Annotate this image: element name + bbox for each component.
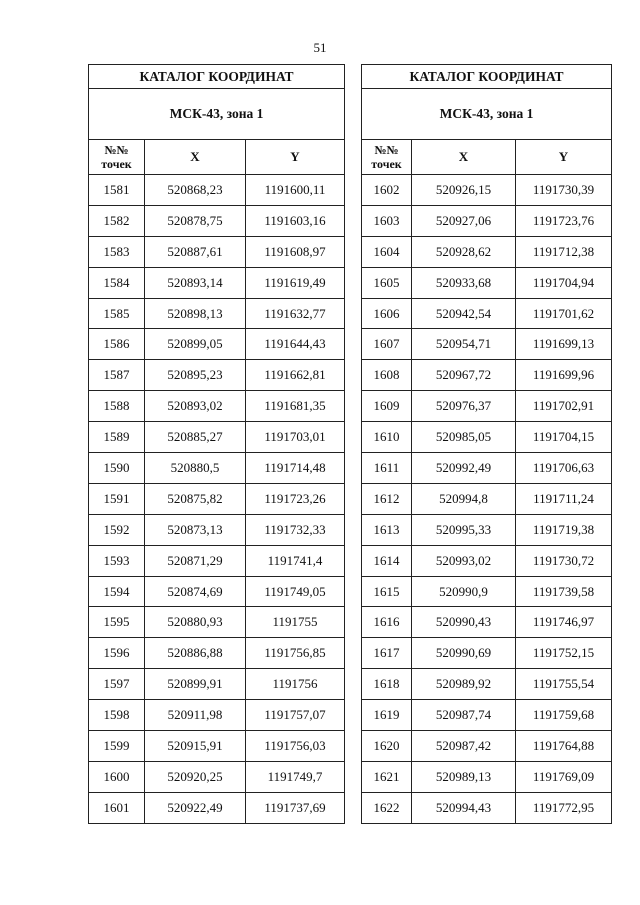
x-column-header: X bbox=[145, 140, 246, 175]
y-coordinate-cell: 1191757,07 bbox=[246, 700, 345, 731]
y-coordinate-cell: 1191730,39 bbox=[516, 175, 612, 206]
y-coordinate-cell: 1191755,54 bbox=[516, 669, 612, 700]
x-coordinate-cell: 520893,02 bbox=[145, 391, 246, 422]
point-number-cell: 1615 bbox=[362, 576, 412, 607]
x-coordinate-cell: 520899,05 bbox=[145, 329, 246, 360]
point-number-cell: 1586 bbox=[89, 329, 145, 360]
table-row bbox=[362, 792, 612, 823]
x-coordinate-cell: 520895,23 bbox=[145, 360, 246, 391]
table-row bbox=[362, 329, 612, 360]
point-number-cell: 1614 bbox=[362, 545, 412, 576]
table-row bbox=[362, 267, 612, 298]
x-coordinate-cell: 520985,05 bbox=[412, 422, 516, 453]
x-coordinate-cell: 520976,37 bbox=[412, 391, 516, 422]
y-coordinate-cell: 1191644,43 bbox=[246, 329, 345, 360]
y-coordinate-cell: 1191756 bbox=[246, 669, 345, 700]
table-row bbox=[89, 205, 345, 236]
x-coordinate-cell: 520871,29 bbox=[145, 545, 246, 576]
point-number-cell: 1602 bbox=[362, 175, 412, 206]
table-row bbox=[362, 205, 612, 236]
point-number-cell: 1597 bbox=[89, 669, 145, 700]
y-coordinate-cell: 1191739,58 bbox=[516, 576, 612, 607]
point-number-cell: 1591 bbox=[89, 483, 145, 514]
x-coordinate-cell: 520926,15 bbox=[412, 175, 516, 206]
table-row bbox=[362, 422, 612, 453]
y-coordinate-cell: 1191711,24 bbox=[516, 483, 612, 514]
x-coordinate-cell: 520942,54 bbox=[412, 298, 516, 329]
point-number-cell: 1616 bbox=[362, 607, 412, 638]
y-coordinate-cell: 1191701,62 bbox=[516, 298, 612, 329]
x-coordinate-cell: 520994,43 bbox=[412, 792, 516, 823]
table-row bbox=[362, 514, 612, 545]
x-coordinate-cell: 520878,75 bbox=[145, 205, 246, 236]
table-row bbox=[362, 669, 612, 700]
coordinate-system-label: МСК-43, зона 1 bbox=[89, 89, 345, 140]
table-row bbox=[89, 236, 345, 267]
x-coordinate-cell: 520915,91 bbox=[145, 731, 246, 762]
x-coordinate-cell: 520993,02 bbox=[412, 545, 516, 576]
x-coordinate-cell: 520967,72 bbox=[412, 360, 516, 391]
catalog-title: КАТАЛОГ КООРДИНАТ bbox=[89, 65, 345, 89]
point-number-header bbox=[89, 140, 145, 175]
x-coordinate-cell: 520990,9 bbox=[412, 576, 516, 607]
table-body bbox=[362, 175, 612, 824]
page-number: 51 bbox=[313, 40, 327, 55]
y-coordinate-cell: 1191603,16 bbox=[246, 205, 345, 236]
x-coordinate-cell: 520880,5 bbox=[145, 453, 246, 484]
point-number-cell: 1583 bbox=[89, 236, 145, 267]
point-number-cell: 1604 bbox=[362, 236, 412, 267]
point-number-cell: 1612 bbox=[362, 483, 412, 514]
table-row bbox=[362, 607, 612, 638]
y-coordinate-cell: 1191706,63 bbox=[516, 453, 612, 484]
table-row bbox=[89, 731, 345, 762]
point-number-header-line2: точек bbox=[101, 157, 132, 171]
table-row bbox=[89, 514, 345, 545]
point-number-cell: 1611 bbox=[362, 453, 412, 484]
x-coordinate-cell: 520875,82 bbox=[145, 483, 246, 514]
table-body bbox=[89, 175, 345, 824]
point-number-cell: 1587 bbox=[89, 360, 145, 391]
x-coordinate-cell: 520990,43 bbox=[412, 607, 516, 638]
x-coordinate-cell: 520920,25 bbox=[145, 761, 246, 792]
y-coordinate-cell: 1191714,48 bbox=[246, 453, 345, 484]
y-coordinate-cell: 1191749,05 bbox=[246, 576, 345, 607]
table-row bbox=[362, 700, 612, 731]
y-coordinate-cell: 1191702,91 bbox=[516, 391, 612, 422]
table-row bbox=[362, 545, 612, 576]
point-number-cell: 1617 bbox=[362, 638, 412, 669]
x-coordinate-cell: 520989,92 bbox=[412, 669, 516, 700]
y-coordinate-cell: 1191723,26 bbox=[246, 483, 345, 514]
y-coordinate-cell: 1191737,69 bbox=[246, 792, 345, 823]
point-number-header-line2: точек bbox=[371, 157, 402, 171]
x-coordinate-cell: 520880,93 bbox=[145, 607, 246, 638]
y-coordinate-cell: 1191704,15 bbox=[516, 422, 612, 453]
table-row bbox=[89, 360, 345, 391]
table-row bbox=[362, 483, 612, 514]
point-number-cell: 1606 bbox=[362, 298, 412, 329]
coordinate-system-label: МСК-43, зона 1 bbox=[362, 89, 612, 140]
x-coordinate-cell: 520992,49 bbox=[412, 453, 516, 484]
x-coordinate-cell: 520994,8 bbox=[412, 483, 516, 514]
x-coordinate-cell: 520887,61 bbox=[145, 236, 246, 267]
y-coordinate-cell: 1191752,15 bbox=[516, 638, 612, 669]
table-row bbox=[89, 761, 345, 792]
x-coordinate-cell: 520868,23 bbox=[145, 175, 246, 206]
x-coordinate-cell: 520873,13 bbox=[145, 514, 246, 545]
point-number-cell: 1613 bbox=[362, 514, 412, 545]
y-coordinate-cell: 1191772,95 bbox=[516, 792, 612, 823]
y-coordinate-cell: 1191632,77 bbox=[246, 298, 345, 329]
x-coordinate-cell: 520899,91 bbox=[145, 669, 246, 700]
table-row bbox=[89, 483, 345, 514]
point-number-cell: 1620 bbox=[362, 731, 412, 762]
point-number-cell: 1592 bbox=[89, 514, 145, 545]
y-coordinate-cell: 1191755 bbox=[246, 607, 345, 638]
table-row bbox=[89, 638, 345, 669]
y-coordinate-cell: 1191723,76 bbox=[516, 205, 612, 236]
point-number-header bbox=[362, 140, 412, 175]
table-row bbox=[89, 422, 345, 453]
y-coordinate-cell: 1191600,11 bbox=[246, 175, 345, 206]
x-coordinate-cell: 520874,69 bbox=[145, 576, 246, 607]
y-coordinate-cell: 1191719,38 bbox=[516, 514, 612, 545]
point-number-cell: 1599 bbox=[89, 731, 145, 762]
point-number-cell: 1622 bbox=[362, 792, 412, 823]
y-coordinate-cell: 1191699,13 bbox=[516, 329, 612, 360]
x-coordinate-cell: 520989,13 bbox=[412, 761, 516, 792]
y-coordinate-cell: 1191759,68 bbox=[516, 700, 612, 731]
table-row bbox=[89, 545, 345, 576]
table-row bbox=[89, 669, 345, 700]
y-coordinate-cell: 1191712,38 bbox=[516, 236, 612, 267]
catalog-title: КАТАЛОГ КООРДИНАТ bbox=[362, 65, 612, 89]
point-number-cell: 1619 bbox=[362, 700, 412, 731]
table-row bbox=[362, 761, 612, 792]
point-number-cell: 1588 bbox=[89, 391, 145, 422]
y-coordinate-cell: 1191756,85 bbox=[246, 638, 345, 669]
table-row bbox=[89, 391, 345, 422]
y-column-header: Y bbox=[246, 140, 345, 175]
coordinate-catalog-table-left bbox=[88, 64, 345, 824]
y-coordinate-cell: 1191699,96 bbox=[516, 360, 612, 391]
point-number-cell: 1581 bbox=[89, 175, 145, 206]
y-coordinate-cell: 1191749,7 bbox=[246, 761, 345, 792]
point-number-cell: 1589 bbox=[89, 422, 145, 453]
point-number-cell: 1593 bbox=[89, 545, 145, 576]
coordinate-catalog-table-right bbox=[361, 64, 612, 824]
point-number-cell: 1601 bbox=[89, 792, 145, 823]
point-number-cell: 1605 bbox=[362, 267, 412, 298]
x-column-header: X bbox=[412, 140, 516, 175]
table-row bbox=[89, 453, 345, 484]
point-number-header-line1: №№ bbox=[374, 143, 399, 157]
x-coordinate-cell: 520898,13 bbox=[145, 298, 246, 329]
point-number-cell: 1603 bbox=[362, 205, 412, 236]
point-number-cell: 1595 bbox=[89, 607, 145, 638]
table-row bbox=[89, 607, 345, 638]
table-row bbox=[89, 298, 345, 329]
y-coordinate-cell: 1191764,88 bbox=[516, 731, 612, 762]
table-row bbox=[362, 576, 612, 607]
point-number-cell: 1609 bbox=[362, 391, 412, 422]
point-number-header-line1: №№ bbox=[104, 143, 129, 157]
table-row bbox=[89, 700, 345, 731]
x-coordinate-cell: 520893,14 bbox=[145, 267, 246, 298]
point-number-cell: 1610 bbox=[362, 422, 412, 453]
table-row bbox=[362, 236, 612, 267]
table-row bbox=[362, 391, 612, 422]
y-coordinate-cell: 1191703,01 bbox=[246, 422, 345, 453]
x-coordinate-cell: 520987,74 bbox=[412, 700, 516, 731]
table-row bbox=[89, 792, 345, 823]
x-coordinate-cell: 520990,69 bbox=[412, 638, 516, 669]
table-row bbox=[362, 453, 612, 484]
table-row bbox=[89, 576, 345, 607]
y-coordinate-cell: 1191619,49 bbox=[246, 267, 345, 298]
point-number-cell: 1594 bbox=[89, 576, 145, 607]
x-coordinate-cell: 520911,98 bbox=[145, 700, 246, 731]
point-number-cell: 1584 bbox=[89, 267, 145, 298]
table-row bbox=[362, 360, 612, 391]
point-number-cell: 1618 bbox=[362, 669, 412, 700]
x-coordinate-cell: 520933,68 bbox=[412, 267, 516, 298]
y-coordinate-cell: 1191704,94 bbox=[516, 267, 612, 298]
table-row bbox=[89, 329, 345, 360]
y-column-header: Y bbox=[516, 140, 612, 175]
y-coordinate-cell: 1191769,09 bbox=[516, 761, 612, 792]
y-coordinate-cell: 1191741,4 bbox=[246, 545, 345, 576]
table-row bbox=[89, 175, 345, 206]
table-row bbox=[362, 731, 612, 762]
x-coordinate-cell: 520922,49 bbox=[145, 792, 246, 823]
y-coordinate-cell: 1191732,33 bbox=[246, 514, 345, 545]
x-coordinate-cell: 520886,88 bbox=[145, 638, 246, 669]
x-coordinate-cell: 520928,62 bbox=[412, 236, 516, 267]
x-coordinate-cell: 520987,42 bbox=[412, 731, 516, 762]
point-number-cell: 1585 bbox=[89, 298, 145, 329]
y-coordinate-cell: 1191662,81 bbox=[246, 360, 345, 391]
table-row bbox=[362, 298, 612, 329]
x-coordinate-cell: 520954,71 bbox=[412, 329, 516, 360]
point-number-cell: 1582 bbox=[89, 205, 145, 236]
point-number-cell: 1600 bbox=[89, 761, 145, 792]
point-number-cell: 1621 bbox=[362, 761, 412, 792]
table-row bbox=[89, 267, 345, 298]
point-number-cell: 1598 bbox=[89, 700, 145, 731]
y-coordinate-cell: 1191756,03 bbox=[246, 731, 345, 762]
point-number-cell: 1607 bbox=[362, 329, 412, 360]
y-coordinate-cell: 1191681,35 bbox=[246, 391, 345, 422]
y-coordinate-cell: 1191608,97 bbox=[246, 236, 345, 267]
x-coordinate-cell: 520885,27 bbox=[145, 422, 246, 453]
x-coordinate-cell: 520927,06 bbox=[412, 205, 516, 236]
y-coordinate-cell: 1191746,97 bbox=[516, 607, 612, 638]
point-number-cell: 1608 bbox=[362, 360, 412, 391]
point-number-cell: 1590 bbox=[89, 453, 145, 484]
x-coordinate-cell: 520995,33 bbox=[412, 514, 516, 545]
y-coordinate-cell: 1191730,72 bbox=[516, 545, 612, 576]
table-row bbox=[362, 638, 612, 669]
point-number-cell: 1596 bbox=[89, 638, 145, 669]
table-row bbox=[362, 175, 612, 206]
